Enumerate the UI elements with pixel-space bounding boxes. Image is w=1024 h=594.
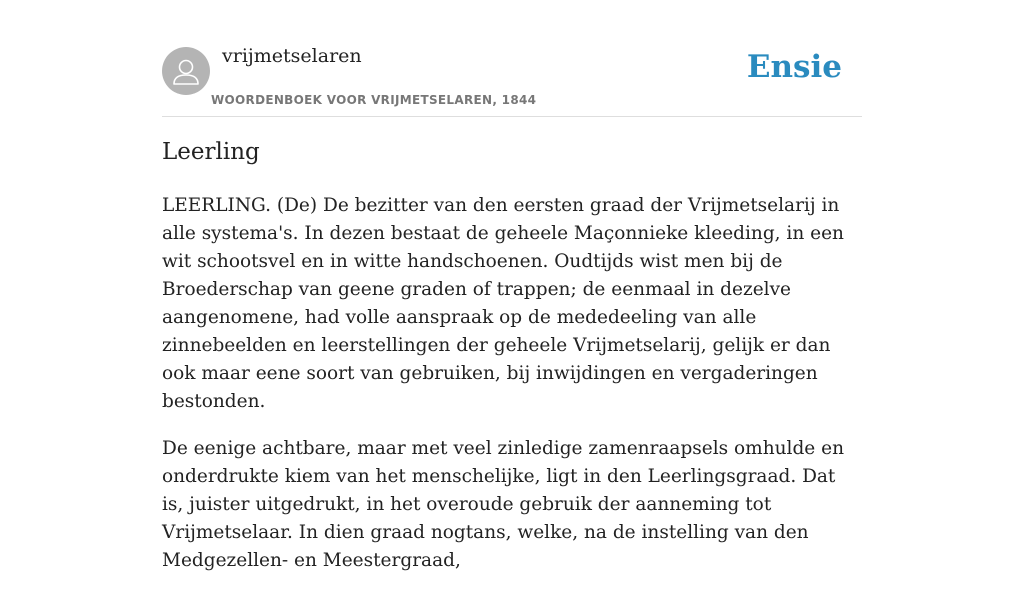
entry-paragraph: LEERLING. (De) De bezitter van den eersten graad der Vrijmetselarij in alle systema's. In dezen bestaat de geheele Maçonnieke kleeding, in een wit schootsvel en in witte handschoenen. Oudtijds wist men bij de Broederschap van geene graden of trappen; de eenmaal in dezelve aangenomene, had volle aanspraak op de mededeeling van alle zinnebeelden en leerstellingen der geheele Vrijmetselarij, gelijk er dan ook maar eene soort van gebruiken, bij inwijdingen en vergaderingen bestonden.: [162, 195, 844, 412]
entry-body: [162, 192, 862, 594]
avatar[interactable]: [162, 47, 210, 95]
entry-header: [162, 0, 862, 117]
user-icon: [162, 47, 210, 95]
author-name[interactable]: vrijmetselaren: [222, 45, 362, 67]
entry-title: Leerling: [162, 139, 260, 165]
brand-logo[interactable]: Ensie: [746, 49, 842, 85]
page: [162, 0, 862, 571]
entry-paragraph: De eenige achtbare, maar met veel zinledige zamenraapsels omhulde en onderdrukte kiem van het menschelijke, ligt in den Leerlingsgraad. Dat is, juister uitgedrukt, in het overoude gebruik der aanneming tot Vrijmetselaar. In dien graad nogtans, welke, na de instelling van den Medgezellen- en Meestergraad,: [162, 438, 844, 571]
source-label[interactable]: WOORDENBOEK VOOR VRIJMETSELAREN, 1844: [211, 93, 537, 107]
